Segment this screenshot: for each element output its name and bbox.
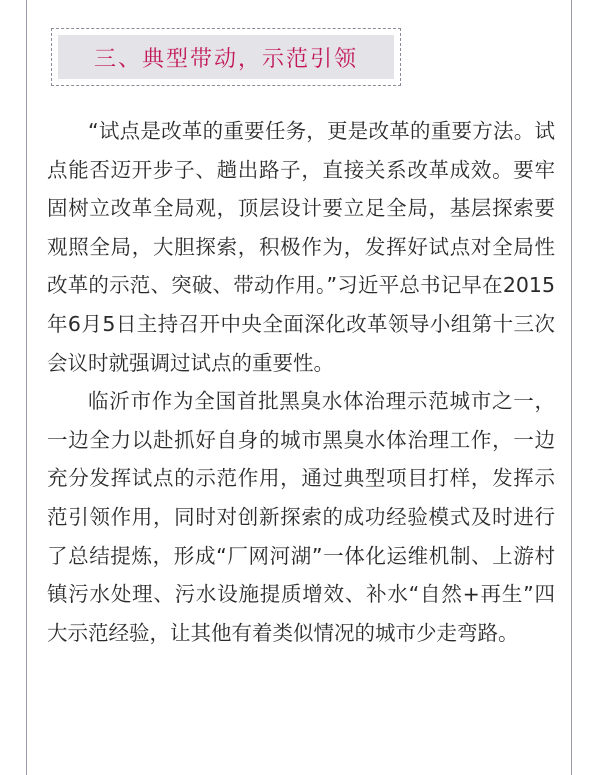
left-frame-line	[26, 0, 27, 775]
paragraph-1: “试点是改革的重要任务，更是改革的重要方法。试点能否迈开步子、趟出路子，直接关系改革成效。要牢固树立改革全局观，顶层设计要立足全局，基层探索要观照全局，大胆探索，积极作为，发挥好试点对全局性改革的示范、突破、带动作用。”习近平总书记早在2015年6月5日主持召开中央全面深化改革领导小组第十三次会议时就强调过试点的重要性。	[47, 119, 555, 375]
section-heading: 三、典型带动，示范引领	[58, 35, 394, 79]
right-frame-line	[571, 0, 572, 775]
section-heading-box	[51, 28, 401, 86]
article-body	[47, 112, 555, 652]
paragraph-2: 临沂市作为全国首批黑臭水体治理示范城市之一，一边全力以赴抓好自身的城市黑臭水体治理工作，一边充分发挥试点的示范作用，通过典型项目打样，发挥示范引领作用，同时对创新探索的成功经验模式及时进行了总结提炼，形成“厂网河湖”一体化运维机制、上游村镇污水处理、污水设施提质增效、补水“自然+再生”四大示范经验，让其他有着类似情况的城市少走弯路。	[47, 389, 555, 645]
